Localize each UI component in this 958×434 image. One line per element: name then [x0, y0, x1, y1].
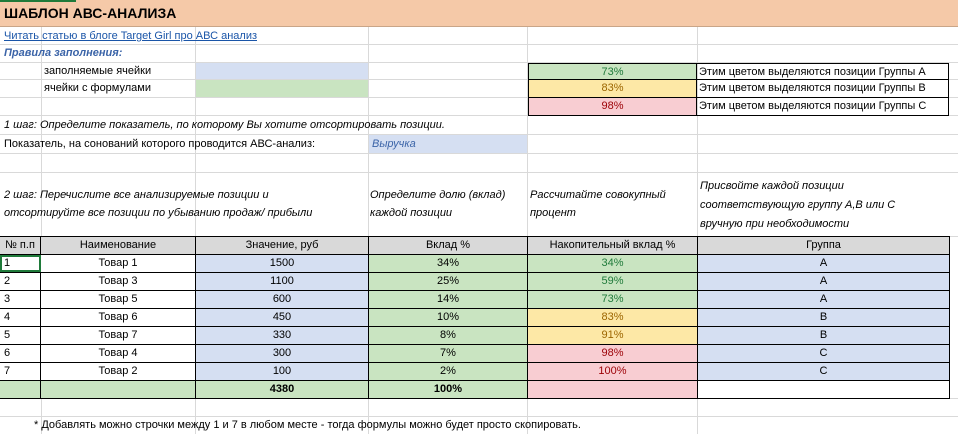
step-group-line1: Присвойте каждой позиции: [700, 180, 844, 192]
legend-fillable-swatch[interactable]: [196, 63, 368, 79]
row-share: 34%: [369, 255, 528, 272]
header-number: № п.п: [0, 237, 41, 255]
legend-formulas-swatch: [196, 80, 368, 97]
legend-group-c-swatch: 98%: [528, 98, 697, 116]
row-cumulative: 83%: [528, 309, 698, 326]
row-group[interactable]: A: [698, 273, 950, 290]
step-cum-description: [530, 186, 696, 222]
step-group-line3: вручную при необходимости: [700, 218, 850, 230]
legend-formulas-label: ячейки с формулами: [44, 82, 151, 94]
table-row: [0, 309, 950, 327]
header-cumulative: Накопительный вклад %: [528, 237, 698, 255]
row-number[interactable]: 3: [0, 291, 41, 308]
legend-group-b-text: Этим цветом выделяются позиции Группы В: [697, 80, 949, 98]
row-share: 7%: [369, 345, 528, 362]
legend-group-b-swatch: 83%: [528, 80, 697, 98]
row-number[interactable]: 2: [0, 273, 41, 290]
step-share-line2: каждой позиции: [370, 207, 453, 219]
rules-label: Правила заполнения:: [4, 47, 123, 59]
total-name-cell: [41, 381, 196, 398]
legend-group-c-text: Этим цветом выделяются позиции Группы С: [697, 98, 949, 116]
total-number-cell: [0, 381, 41, 398]
row-name[interactable]: Товар 5: [41, 291, 196, 308]
footnote: * Добавлять можно строчки между 1 и 7 в любом месте - тогда формулы можно будет просто скопировать.: [34, 419, 581, 431]
table-total-row: [0, 381, 950, 399]
row-number[interactable]: 4: [0, 309, 41, 326]
table-row: [0, 273, 950, 291]
table-row: [0, 363, 950, 381]
header-share: Вклад %: [369, 237, 528, 255]
row-number[interactable]: 5: [0, 327, 41, 344]
table-row: [0, 255, 950, 273]
row-group[interactable]: A: [698, 291, 950, 308]
row-number[interactable]: 1: [0, 255, 41, 272]
table-row: [0, 327, 950, 345]
row-name[interactable]: Товар 7: [41, 327, 196, 344]
header-name: Наименование: [41, 237, 196, 255]
header-group: Группа: [698, 237, 950, 255]
row-name[interactable]: Товар 6: [41, 309, 196, 326]
row-value[interactable]: 100: [196, 363, 369, 380]
indicator-input[interactable]: Выручка: [369, 135, 527, 153]
legend-group-a-text: Этим цветом выделяются позиции Группы А: [697, 63, 949, 80]
total-cumulative-cell: [528, 381, 698, 398]
row-number[interactable]: 7: [0, 363, 41, 380]
row-cumulative: 34%: [528, 255, 698, 272]
row-number[interactable]: 6: [0, 345, 41, 362]
row-share: 10%: [369, 309, 528, 326]
step2-line1: 2 шаг: Перечислите все анализируемые позиции и: [4, 189, 269, 201]
row-name[interactable]: Товар 2: [41, 363, 196, 380]
row-group[interactable]: C: [698, 363, 950, 380]
step2-line2: отсортируйте все позиции по убыванию продаж/ прибыли: [4, 207, 313, 219]
row-name[interactable]: Товар 3: [41, 273, 196, 290]
step-group-line2: соответствующую группу А,В или С: [700, 199, 896, 211]
row-name[interactable]: Товар 1: [41, 255, 196, 272]
row-cumulative: 91%: [528, 327, 698, 344]
row-group[interactable]: A: [698, 255, 950, 272]
blog-link[interactable]: Читать статью в блоге Target Girl про АВС анализ: [4, 30, 258, 42]
table-row: [0, 291, 950, 309]
row-name[interactable]: Товар 4: [41, 345, 196, 362]
table-row: [0, 345, 950, 363]
row-cumulative: 59%: [528, 273, 698, 290]
row-share: 8%: [369, 327, 528, 344]
step-cum-line1: Рассчитайте совокупный: [530, 189, 666, 201]
row-cumulative: 98%: [528, 345, 698, 362]
header-value: Значение, руб: [196, 237, 369, 255]
row-group[interactable]: B: [698, 327, 950, 344]
row-value[interactable]: 450: [196, 309, 369, 326]
row-value[interactable]: 300: [196, 345, 369, 362]
step-share-description: [370, 186, 526, 222]
row-share: 25%: [369, 273, 528, 290]
row-share: 14%: [369, 291, 528, 308]
sheet-tab-indicator: [0, 0, 76, 2]
step-cum-line2: процент: [530, 207, 576, 219]
abc-table: [0, 236, 950, 399]
row-value[interactable]: 600: [196, 291, 369, 308]
row-group[interactable]: B: [698, 309, 950, 326]
step-share-line1: Определите долю (вклад): [370, 189, 506, 201]
step1-text: 1 шаг: Определите показатель, по которому Вы хотите отсортировать позиции.: [4, 119, 445, 131]
row-value[interactable]: 330: [196, 327, 369, 344]
row-value[interactable]: 1100: [196, 273, 369, 290]
indicator-label: Показатель, на сонований которого проводится АВС-анализ:: [4, 138, 316, 150]
table-header-row: [0, 236, 950, 255]
step-group-description: [700, 177, 950, 234]
legend-fillable-label: заполняемые ячейки: [44, 65, 152, 77]
row-cumulative: 73%: [528, 291, 698, 308]
total-share: 100%: [369, 381, 528, 398]
legend-group-a-swatch: 73%: [528, 63, 697, 80]
row-share: 2%: [369, 363, 528, 380]
total-group-cell: [698, 381, 950, 398]
step2-description: [4, 186, 366, 222]
row-group[interactable]: C: [698, 345, 950, 362]
page-title: ШАБЛОН АВС-АНАЛИЗА: [0, 0, 958, 27]
total-value: 4380: [196, 381, 369, 398]
row-value[interactable]: 1500: [196, 255, 369, 272]
row-cumulative: 100%: [528, 363, 698, 380]
